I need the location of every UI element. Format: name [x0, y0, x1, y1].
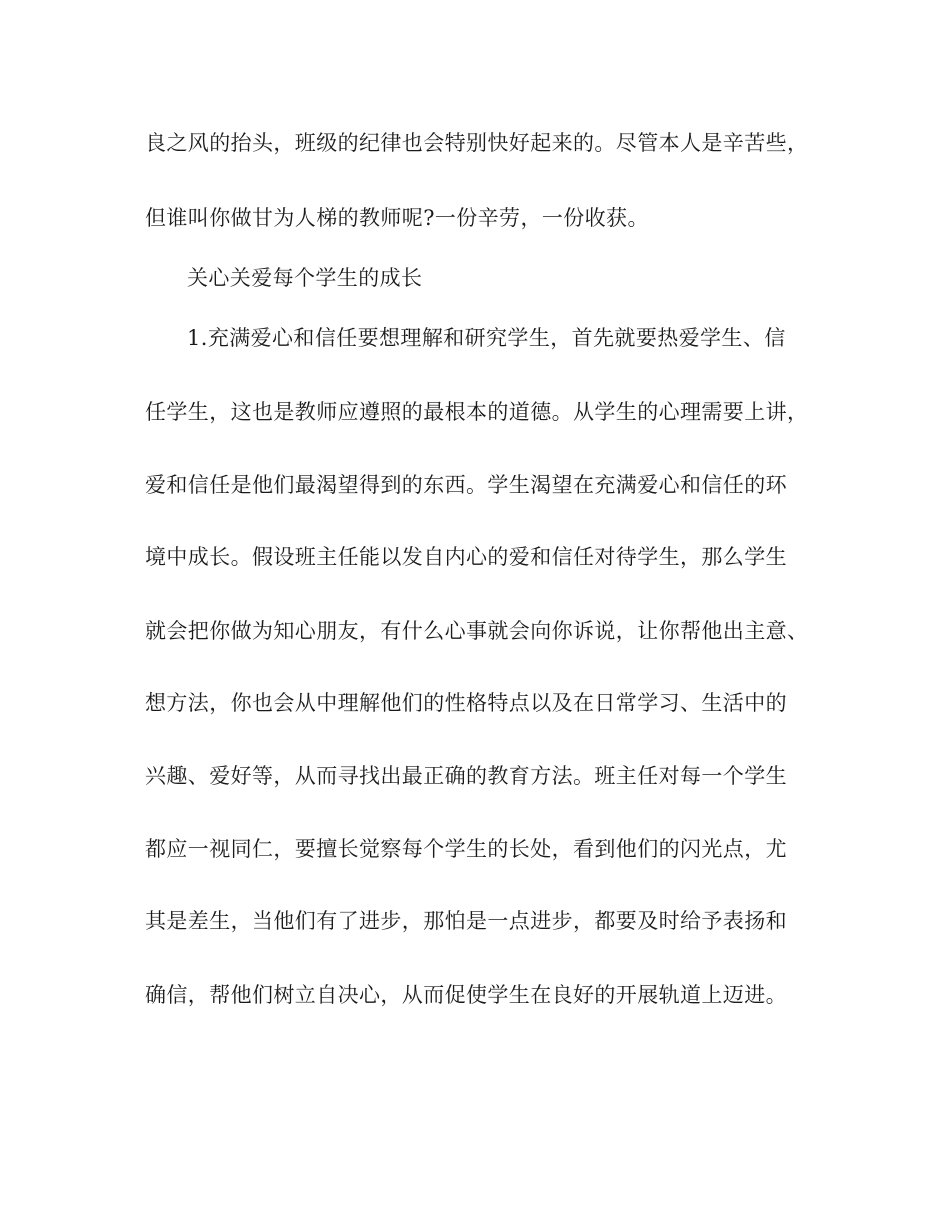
text-line: 爱和信任是他们最渴望得到的东西。学生渴望在充满爱心和信任的环	[145, 473, 787, 497]
text-line: 境中成长。假设班主任能以发自内心的爱和信任对待学生，那么学生	[145, 545, 787, 569]
text-line: 想方法，你也会从中理解他们的性格特点以及在日常学习、生活中的	[145, 691, 787, 715]
text-line: 其是差生，当他们有了进步，那怕是一点进步，都要及时给予表扬和	[145, 909, 787, 933]
text-line: 1.充满爱心和信任要想理解和研究学生，首先就要热爱学生、信	[187, 326, 786, 350]
text-line: 确信，帮他们树立自决心，从而促使学生在良好的开展轨道上迈进。	[145, 983, 787, 1007]
text-line: 就会把你做为知心朋友，有什么心事就会向你诉说，让你帮他出主意、	[145, 619, 809, 643]
text-line: 兴趣、爱好等，从而寻找出最正确的教育方法。班主任对每一个学生	[145, 764, 787, 788]
text-line: 良之风的抬头，班级的纪律也会特别快好起来的。尽管本人是辛苦些，	[145, 131, 809, 155]
section-heading: 关心关爱每个学生的成长	[187, 266, 423, 290]
text-line: 但谁叫你做甘为人梯的教师呢?一份辛劳，一份收获。	[145, 206, 649, 230]
text-line: 任学生，这也是教师应遵照的最根本的道德。从学生的心理需要上讲，	[145, 400, 809, 424]
text-line: 都应一视同仁，要擅长觉察每个学生的长处，看到他们的闪光点，尤	[145, 837, 787, 861]
